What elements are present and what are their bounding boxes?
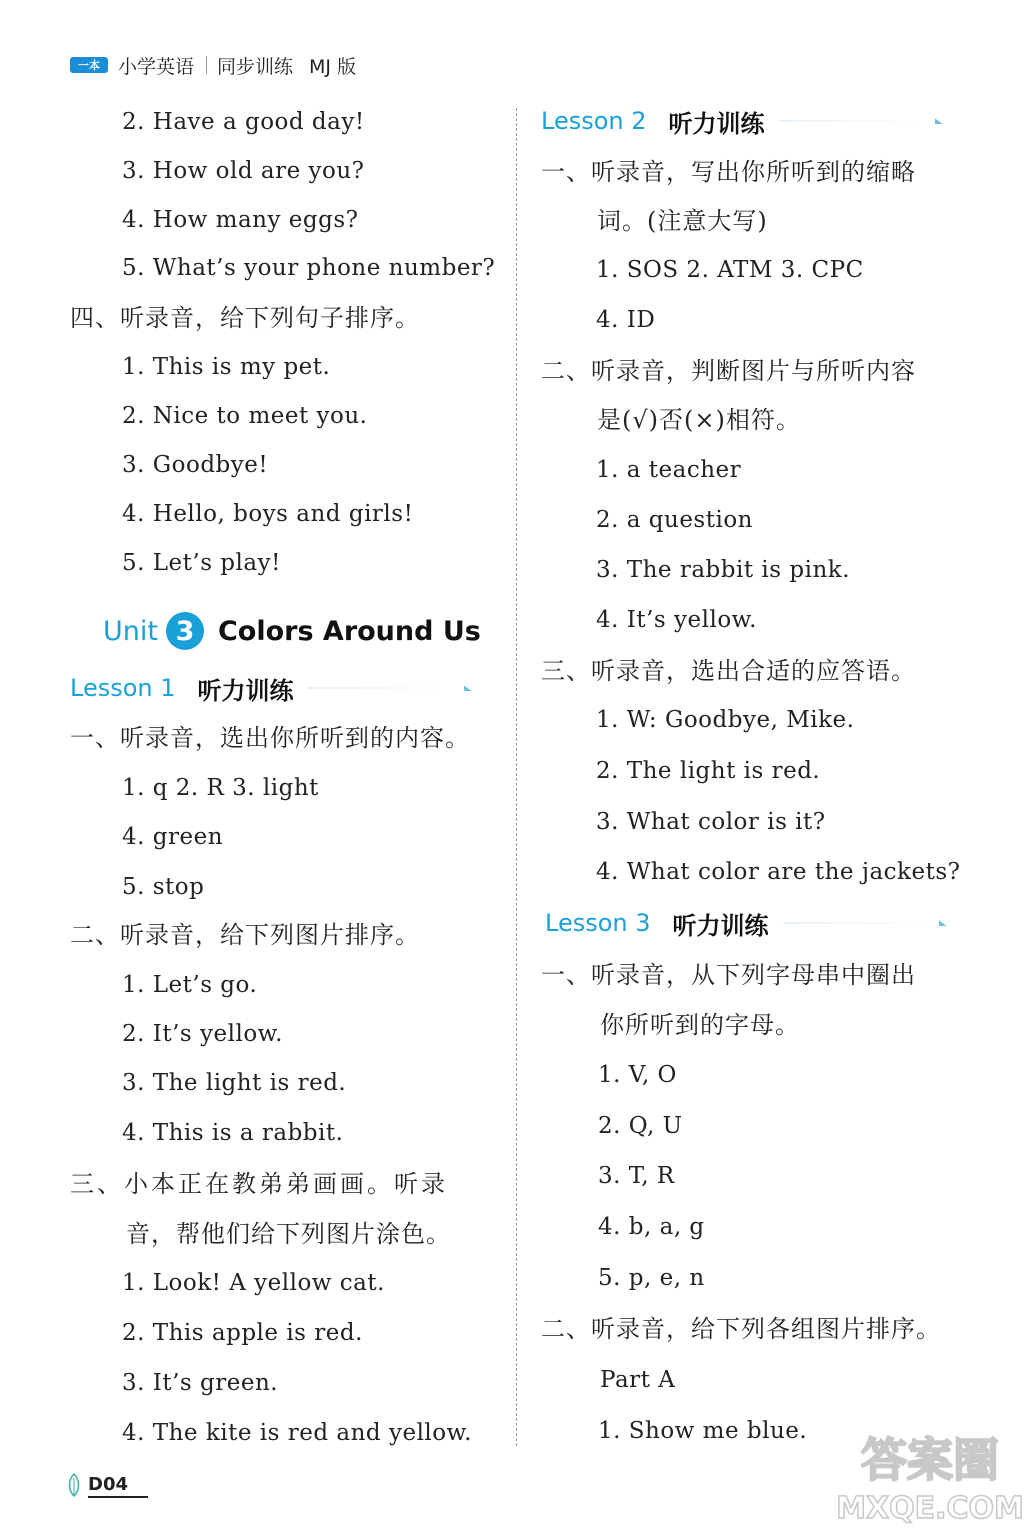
list-item: 5. stop (122, 874, 205, 900)
list-item: 3. Goodbye! (122, 452, 269, 478)
list-item: 4. ID (596, 307, 656, 333)
list-item: 3. What color is it? (596, 809, 826, 835)
section-title: 四、听录音，给下列句子排序。 (70, 304, 420, 332)
section-title-cont: 你所听到的字母。 (600, 1011, 800, 1039)
watermark-text-bottom: MXQE.COM (836, 1491, 1024, 1526)
page-footer (66, 1472, 148, 1498)
list-item: 1. W: Goodbye, Mike. (596, 707, 855, 733)
page-number: D04 (88, 1474, 148, 1498)
lesson-heading (70, 668, 472, 708)
section-title: 一、听录音，写出你所听到的缩略 (541, 158, 916, 186)
leaf-icon (66, 1472, 82, 1498)
list-item: 2. Nice to meet you. (122, 403, 368, 429)
section-title-cont: 词。(注意大写) (597, 207, 768, 235)
lesson-heading (541, 101, 943, 141)
corner-mark-icon (464, 685, 472, 691)
list-item: 5. p, e, n (598, 1265, 705, 1291)
section-title: 一、听录音，从下列字母串中圈出 (541, 961, 916, 989)
list-item: 5. What’s your phone number? (122, 255, 496, 281)
list-item: 1. Show me blue. (598, 1418, 808, 1444)
list-item: 1. SOS 2. ATM 3. CPC (596, 257, 864, 283)
list-item: 2. Have a good day! (122, 109, 365, 135)
list-item: 1. V, O (598, 1062, 677, 1088)
lesson-name: Lesson 1 (70, 674, 176, 702)
list-item: 1. Look! A yellow cat. (122, 1270, 385, 1296)
section-title: 二、听录音，给下列各组图片排序。 (541, 1315, 941, 1343)
lesson-name: Lesson 3 (545, 909, 651, 937)
watermark-logo (836, 1418, 1024, 1530)
column-divider (516, 108, 517, 1446)
list-item: 2. Q, U (598, 1113, 683, 1139)
list-item: 2. a question (596, 507, 753, 533)
section-title: 一、听录音，选出你所听到的内容。 (70, 724, 470, 752)
list-item: 4. This is a rabbit. (122, 1120, 344, 1146)
lesson-rule (779, 120, 929, 122)
header-separator (206, 56, 207, 74)
watermark-text-top: 答案圈 (861, 1433, 999, 1487)
list-item: 2. The light is red. (596, 758, 821, 784)
unit-title: Colors Around Us (217, 615, 481, 647)
list-item: 1. This is my pet. (122, 354, 331, 380)
corner-mark-icon (935, 118, 943, 124)
list-item: 4. What color are the jackets? (596, 859, 961, 885)
unit-number-badge: 3 (166, 612, 204, 650)
list-item: 2. It’s yellow. (122, 1021, 283, 1047)
lesson-title: 听力训练 (197, 676, 294, 705)
lesson-name: Lesson 2 (541, 107, 647, 135)
list-item: 3. The rabbit is pink. (596, 557, 851, 583)
list-item: 5. Let’s play! (122, 550, 281, 576)
lesson-title: 听力训练 (672, 911, 769, 940)
page-header (70, 52, 356, 78)
section-title-cont: 是(√)否(×)相符。 (597, 406, 801, 434)
list-item: 4. How many eggs? (122, 207, 359, 233)
list-item: 1. q 2. R 3. light (122, 775, 319, 801)
list-item: 3. How old are you? (122, 158, 365, 184)
list-item: 3. It’s green. (122, 1370, 279, 1396)
list-item: 4. b, a, g (598, 1214, 705, 1240)
part-label: Part A (600, 1367, 676, 1393)
section-title: 三、小本正在教弟弟画画。听录 (70, 1170, 448, 1198)
section-title-cont: 音，帮他们给下列图片涂色。 (126, 1220, 451, 1248)
corner-mark-icon (939, 920, 947, 926)
section-title: 二、听录音，给下列图片排序。 (70, 921, 420, 949)
list-item: 3. T, R (598, 1163, 675, 1189)
list-item: 4. It’s yellow. (596, 607, 757, 633)
header-subject: 小学英语 (118, 55, 195, 78)
header-book: 同步训练 (217, 55, 294, 78)
section-title: 二、听录音，判断图片与所听内容 (541, 357, 916, 385)
section-title: 三、听录音，选出合适的应答语。 (541, 657, 916, 685)
unit-heading (103, 612, 481, 650)
brand-logo: 一本 (70, 57, 108, 73)
lesson-heading (545, 903, 947, 943)
list-item: 1. Let’s go. (122, 972, 258, 998)
list-item: 4. green (122, 824, 224, 850)
list-item: 1. a teacher (596, 457, 742, 483)
list-item: 3. The light is red. (122, 1070, 347, 1096)
lesson-rule (308, 687, 458, 689)
list-item: 2. This apple is red. (122, 1320, 363, 1346)
list-item: 4. The kite is red and yellow. (122, 1420, 472, 1446)
lesson-rule (783, 922, 933, 924)
list-item: 4. Hello, boys and girls! (122, 501, 414, 527)
header-edition: MJ 版 (309, 55, 357, 78)
unit-label: Unit (103, 615, 158, 647)
lesson-title: 听力训练 (668, 109, 765, 138)
